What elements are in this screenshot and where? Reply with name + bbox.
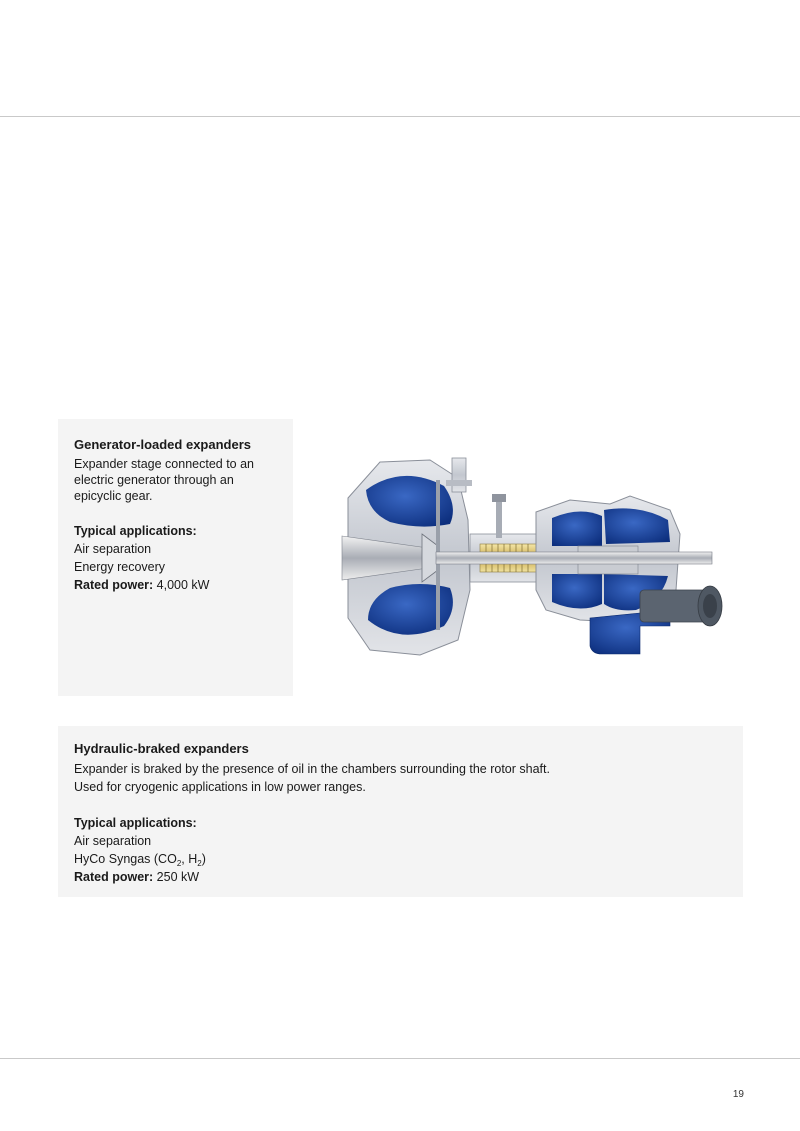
expander-cutaway-illustration — [340, 450, 735, 660]
generator-rated-power: Rated power: 4,000 kW — [74, 578, 210, 592]
hydraulic-braked-panel — [58, 726, 743, 897]
bottom-divider — [0, 1058, 800, 1059]
generator-description: Expander stage connected to an electric generator through an epicyclic gear. — [74, 457, 254, 503]
top-divider — [0, 116, 800, 117]
generator-applications-label: Typical applications: — [74, 524, 197, 538]
page-number: 19 — [732, 1089, 744, 1100]
generator-title: Generator-loaded expanders — [74, 437, 251, 452]
hydraulic-description-line: Used for cryogenic applications in low power ranges. — [74, 780, 366, 794]
hydraulic-rated-power: Rated power: 250 kW — [74, 870, 200, 884]
generator-application-item: Energy recovery — [74, 560, 166, 574]
generator-application-item: Air separation — [74, 542, 152, 556]
hydraulic-applications-label: Typical applications: — [74, 816, 197, 830]
hydraulic-title: Hydraulic-braked expanders — [74, 741, 249, 756]
hydraulic-description-line: Expander is braked by the presence of oil in the chambers surrounding the rotor shaft. — [74, 762, 550, 776]
hydraulic-application-item: Air separation — [74, 834, 152, 848]
generator-loaded-panel — [58, 419, 293, 696]
hydraulic-application-syngas: HyCo Syngas ($CO_2$, $H_2$) — [74, 852, 206, 868]
